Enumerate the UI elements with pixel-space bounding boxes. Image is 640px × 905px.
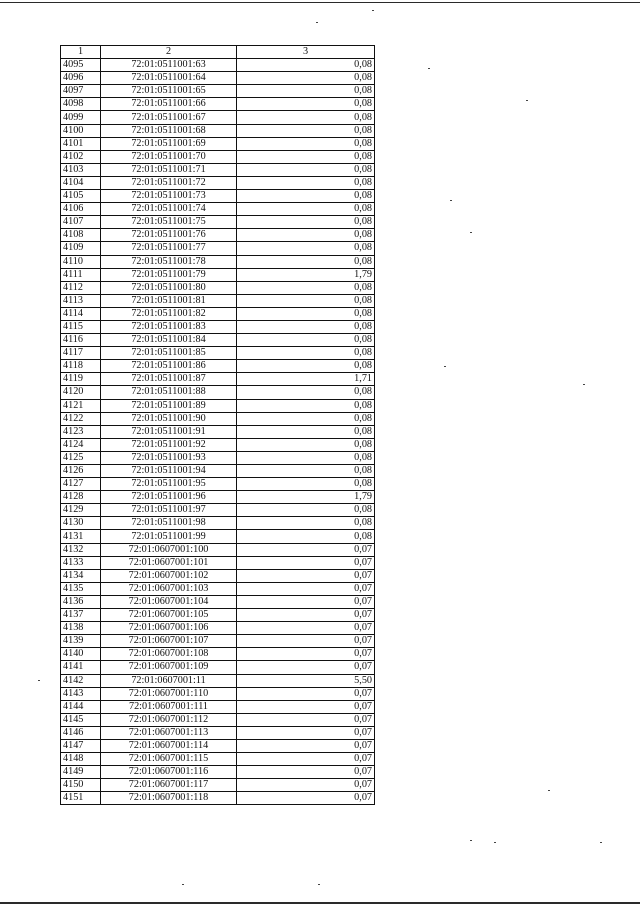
cadastral-number: 72:01:0511001:79 bbox=[101, 268, 237, 281]
plot-area: 0,08 bbox=[237, 98, 375, 111]
row-number: 4096 bbox=[61, 72, 101, 85]
cadastral-number: 72:01:0511001:72 bbox=[101, 176, 237, 189]
plot-area: 0,08 bbox=[237, 255, 375, 268]
table-row bbox=[61, 491, 375, 504]
plot-area: 0,07 bbox=[237, 556, 375, 569]
table-header bbox=[61, 46, 375, 59]
cadastral-number: 72:01:0607001:112 bbox=[101, 713, 237, 726]
plot-area: 0,08 bbox=[237, 399, 375, 412]
plot-area: 0,07 bbox=[237, 739, 375, 752]
plot-area: 0,08 bbox=[237, 85, 375, 98]
table-row bbox=[61, 582, 375, 595]
row-number: 4118 bbox=[61, 360, 101, 373]
table-row bbox=[61, 635, 375, 648]
cadastral-number: 72:01:0607001:105 bbox=[101, 609, 237, 622]
plot-area: 0,08 bbox=[237, 386, 375, 399]
row-number: 4119 bbox=[61, 373, 101, 386]
row-number: 4125 bbox=[61, 451, 101, 464]
row-number: 4112 bbox=[61, 281, 101, 294]
table-row bbox=[61, 661, 375, 674]
table-row bbox=[61, 700, 375, 713]
cadastral-number: 72:01:0511001:91 bbox=[101, 425, 237, 438]
row-number: 4102 bbox=[61, 150, 101, 163]
plot-area: 0,08 bbox=[237, 176, 375, 189]
table-row bbox=[61, 622, 375, 635]
plot-area: 0,07 bbox=[237, 753, 375, 766]
row-number: 4100 bbox=[61, 124, 101, 137]
cadastral-number: 72:01:0511001:64 bbox=[101, 72, 237, 85]
header-col-3: 3 bbox=[237, 46, 375, 59]
plot-area: 0,08 bbox=[237, 150, 375, 163]
plot-area: 0,08 bbox=[237, 111, 375, 124]
cadastral-number: 72:01:0511001:77 bbox=[101, 242, 237, 255]
table-row bbox=[61, 347, 375, 360]
row-number: 4128 bbox=[61, 491, 101, 504]
table-row bbox=[61, 98, 375, 111]
cadastral-number: 72:01:0511001:98 bbox=[101, 517, 237, 530]
plot-area: 0,08 bbox=[237, 190, 375, 203]
plot-area: 0,08 bbox=[237, 320, 375, 333]
cadastral-number: 72:01:0607001:115 bbox=[101, 753, 237, 766]
cadastral-number: 72:01:0511001:97 bbox=[101, 504, 237, 517]
row-number: 4130 bbox=[61, 517, 101, 530]
table-row bbox=[61, 268, 375, 281]
scan-speck bbox=[428, 68, 430, 69]
table-row bbox=[61, 517, 375, 530]
plot-area: 0,08 bbox=[237, 360, 375, 373]
table-row bbox=[61, 674, 375, 687]
scan-speck bbox=[548, 790, 550, 791]
cadastral-number: 72:01:0511001:88 bbox=[101, 386, 237, 399]
table-row bbox=[61, 438, 375, 451]
table-row bbox=[61, 609, 375, 622]
plot-area: 0,08 bbox=[237, 137, 375, 150]
cadastral-number: 72:01:0607001:116 bbox=[101, 766, 237, 779]
plot-area: 0,07 bbox=[237, 766, 375, 779]
scan-speck bbox=[470, 232, 472, 233]
plot-area: 0,08 bbox=[237, 517, 375, 530]
table-row bbox=[61, 779, 375, 792]
table-row bbox=[61, 190, 375, 203]
cadastral-number: 72:01:0607001:106 bbox=[101, 622, 237, 635]
table-row bbox=[61, 386, 375, 399]
cadastral-number: 72:01:0511001:65 bbox=[101, 85, 237, 98]
table-row bbox=[61, 137, 375, 150]
cadastral-number: 72:01:0607001:113 bbox=[101, 726, 237, 739]
cadastral-number: 72:01:0607001:104 bbox=[101, 595, 237, 608]
table-body bbox=[61, 59, 375, 805]
row-number: 4108 bbox=[61, 229, 101, 242]
plot-area: 0,07 bbox=[237, 622, 375, 635]
plot-area: 0,07 bbox=[237, 700, 375, 713]
table-row bbox=[61, 229, 375, 242]
table-row bbox=[61, 203, 375, 216]
cadastral-number: 72:01:0607001:117 bbox=[101, 779, 237, 792]
row-number: 4142 bbox=[61, 674, 101, 687]
cadastral-number: 72:01:0511001:70 bbox=[101, 150, 237, 163]
table-row bbox=[61, 478, 375, 491]
row-number: 4099 bbox=[61, 111, 101, 124]
header-col-1: 1 bbox=[61, 46, 101, 59]
cadastral-number: 72:01:0607001:102 bbox=[101, 569, 237, 582]
row-number: 4116 bbox=[61, 334, 101, 347]
row-number: 4137 bbox=[61, 609, 101, 622]
row-number: 4110 bbox=[61, 255, 101, 268]
scan-speck bbox=[526, 100, 528, 101]
scan-speck bbox=[38, 680, 40, 681]
cadastral-number: 72:01:0511001:63 bbox=[101, 59, 237, 72]
scan-speck bbox=[600, 842, 602, 843]
table-row bbox=[61, 373, 375, 386]
cadastral-number: 72:01:0607001:107 bbox=[101, 635, 237, 648]
row-number: 4123 bbox=[61, 425, 101, 438]
row-number: 4122 bbox=[61, 412, 101, 425]
table-row bbox=[61, 124, 375, 137]
plot-area: 0,07 bbox=[237, 543, 375, 556]
table-row bbox=[61, 255, 375, 268]
row-number: 4141 bbox=[61, 661, 101, 674]
table-row bbox=[61, 320, 375, 333]
cadastral-number: 72:01:0511001:83 bbox=[101, 320, 237, 333]
table-row bbox=[61, 543, 375, 556]
cadastral-number: 72:01:0607001:103 bbox=[101, 582, 237, 595]
scan-speck bbox=[318, 884, 320, 885]
land-plot-table bbox=[60, 45, 375, 805]
row-number: 4104 bbox=[61, 176, 101, 189]
row-number: 4101 bbox=[61, 137, 101, 150]
table-row bbox=[61, 216, 375, 229]
row-number: 4106 bbox=[61, 203, 101, 216]
plot-area: 0,08 bbox=[237, 438, 375, 451]
cadastral-number: 72:01:0511001:69 bbox=[101, 137, 237, 150]
table-row bbox=[61, 465, 375, 478]
table-row bbox=[61, 556, 375, 569]
table-row bbox=[61, 294, 375, 307]
plot-area: 0,07 bbox=[237, 713, 375, 726]
table-row bbox=[61, 412, 375, 425]
row-number: 4097 bbox=[61, 85, 101, 98]
cadastral-number: 72:01:0511001:73 bbox=[101, 190, 237, 203]
row-number: 4098 bbox=[61, 98, 101, 111]
plot-area: 1,71 bbox=[237, 373, 375, 386]
cadastral-number: 72:01:0511001:80 bbox=[101, 281, 237, 294]
cadastral-number: 72:01:0511001:81 bbox=[101, 294, 237, 307]
cadastral-number: 72:01:0511001:76 bbox=[101, 229, 237, 242]
row-number: 4146 bbox=[61, 726, 101, 739]
cadastral-number: 72:01:0607001:110 bbox=[101, 687, 237, 700]
table-row bbox=[61, 753, 375, 766]
cadastral-number: 72:01:0511001:78 bbox=[101, 255, 237, 268]
table-row bbox=[61, 307, 375, 320]
row-number: 4144 bbox=[61, 700, 101, 713]
plot-area: 0,08 bbox=[237, 59, 375, 72]
scan-speck bbox=[372, 10, 374, 11]
cadastral-number: 72:01:0607001:114 bbox=[101, 739, 237, 752]
table-row bbox=[61, 595, 375, 608]
scan-speck bbox=[470, 840, 472, 841]
plot-area: 0,08 bbox=[237, 347, 375, 360]
table-row bbox=[61, 648, 375, 661]
plot-area: 0,07 bbox=[237, 779, 375, 792]
plot-area: 0,07 bbox=[237, 726, 375, 739]
row-number: 4148 bbox=[61, 753, 101, 766]
row-number: 4121 bbox=[61, 399, 101, 412]
table-row bbox=[61, 163, 375, 176]
cadastral-number: 72:01:0511001:66 bbox=[101, 98, 237, 111]
plot-area: 0,08 bbox=[237, 334, 375, 347]
table-row bbox=[61, 451, 375, 464]
row-number: 4105 bbox=[61, 190, 101, 203]
table-row bbox=[61, 504, 375, 517]
cadastral-number: 72:01:0511001:99 bbox=[101, 530, 237, 543]
header-col-2: 2 bbox=[101, 46, 237, 59]
table-row bbox=[61, 399, 375, 412]
table-row bbox=[61, 569, 375, 582]
plot-area: 0,07 bbox=[237, 792, 375, 805]
row-number: 4114 bbox=[61, 307, 101, 320]
cadastral-number: 72:01:0607001:118 bbox=[101, 792, 237, 805]
cadastral-number: 72:01:0511001:89 bbox=[101, 399, 237, 412]
plot-area: 0,07 bbox=[237, 648, 375, 661]
scan-speck bbox=[182, 884, 184, 885]
plot-area: 0,08 bbox=[237, 216, 375, 229]
plot-area: 0,08 bbox=[237, 203, 375, 216]
scan-speck bbox=[444, 366, 446, 367]
cadastral-number: 72:01:0511001:96 bbox=[101, 491, 237, 504]
scan-speck bbox=[450, 200, 452, 201]
row-number: 4111 bbox=[61, 268, 101, 281]
cadastral-number: 72:01:0607001:109 bbox=[101, 661, 237, 674]
cadastral-number: 72:01:0607001:11 bbox=[101, 674, 237, 687]
plot-area: 0,08 bbox=[237, 530, 375, 543]
table-row bbox=[61, 766, 375, 779]
plot-area: 0,07 bbox=[237, 661, 375, 674]
row-number: 4138 bbox=[61, 622, 101, 635]
row-number: 4124 bbox=[61, 438, 101, 451]
cadastral-number: 72:01:0511001:85 bbox=[101, 347, 237, 360]
row-number: 4109 bbox=[61, 242, 101, 255]
plot-area: 0,08 bbox=[237, 294, 375, 307]
row-number: 4149 bbox=[61, 766, 101, 779]
cadastral-number: 72:01:0511001:92 bbox=[101, 438, 237, 451]
cadastral-number: 72:01:0607001:108 bbox=[101, 648, 237, 661]
table-row bbox=[61, 792, 375, 805]
plot-area: 1,79 bbox=[237, 268, 375, 281]
table-row bbox=[61, 150, 375, 163]
cadastral-number: 72:01:0511001:82 bbox=[101, 307, 237, 320]
plot-area: 1,79 bbox=[237, 491, 375, 504]
table-row bbox=[61, 334, 375, 347]
plot-area: 0,08 bbox=[237, 124, 375, 137]
table-row bbox=[61, 726, 375, 739]
row-number: 4117 bbox=[61, 347, 101, 360]
row-number: 4150 bbox=[61, 779, 101, 792]
cadastral-number: 72:01:0511001:93 bbox=[101, 451, 237, 464]
row-number: 4120 bbox=[61, 386, 101, 399]
header-row bbox=[61, 46, 375, 59]
plot-area: 0,07 bbox=[237, 635, 375, 648]
row-number: 4139 bbox=[61, 635, 101, 648]
row-number: 4103 bbox=[61, 163, 101, 176]
row-number: 4113 bbox=[61, 294, 101, 307]
row-number: 4131 bbox=[61, 530, 101, 543]
row-number: 4147 bbox=[61, 739, 101, 752]
cadastral-number: 72:01:0511001:75 bbox=[101, 216, 237, 229]
plot-area: 0,08 bbox=[237, 465, 375, 478]
table-row bbox=[61, 111, 375, 124]
cadastral-number: 72:01:0511001:90 bbox=[101, 412, 237, 425]
row-number: 4107 bbox=[61, 216, 101, 229]
plot-area: 0,08 bbox=[237, 451, 375, 464]
plot-area: 5,50 bbox=[237, 674, 375, 687]
cadastral-number: 72:01:0607001:101 bbox=[101, 556, 237, 569]
row-number: 4134 bbox=[61, 569, 101, 582]
table-row bbox=[61, 713, 375, 726]
cadastral-number: 72:01:0511001:84 bbox=[101, 334, 237, 347]
table-row bbox=[61, 687, 375, 700]
row-number: 4133 bbox=[61, 556, 101, 569]
plot-area: 0,07 bbox=[237, 687, 375, 700]
cadastral-number: 72:01:0607001:111 bbox=[101, 700, 237, 713]
row-number: 4127 bbox=[61, 478, 101, 491]
plot-area: 0,08 bbox=[237, 504, 375, 517]
cadastral-number: 72:01:0511001:71 bbox=[101, 163, 237, 176]
cadastral-number: 72:01:0511001:95 bbox=[101, 478, 237, 491]
row-number: 4145 bbox=[61, 713, 101, 726]
plot-area: 0,08 bbox=[237, 412, 375, 425]
row-number: 4151 bbox=[61, 792, 101, 805]
table-row bbox=[61, 739, 375, 752]
table-row bbox=[61, 72, 375, 85]
table-row bbox=[61, 425, 375, 438]
plot-area: 0,08 bbox=[237, 163, 375, 176]
row-number: 4135 bbox=[61, 582, 101, 595]
scan-speck bbox=[583, 384, 585, 385]
cadastral-number: 72:01:0607001:100 bbox=[101, 543, 237, 556]
cadastral-number: 72:01:0511001:87 bbox=[101, 373, 237, 386]
table-row bbox=[61, 242, 375, 255]
cadastral-number: 72:01:0511001:74 bbox=[101, 203, 237, 216]
plot-area: 0,08 bbox=[237, 478, 375, 491]
cadastral-number: 72:01:0511001:67 bbox=[101, 111, 237, 124]
scan-edge-bottom bbox=[0, 902, 640, 904]
plot-area: 0,07 bbox=[237, 595, 375, 608]
plot-area: 0,07 bbox=[237, 569, 375, 582]
plot-area: 0,08 bbox=[237, 229, 375, 242]
plot-area: 0,07 bbox=[237, 582, 375, 595]
plot-area: 0,08 bbox=[237, 242, 375, 255]
table-row bbox=[61, 360, 375, 373]
table-row bbox=[61, 85, 375, 98]
cadastral-number: 72:01:0511001:86 bbox=[101, 360, 237, 373]
cadastral-number: 72:01:0511001:94 bbox=[101, 465, 237, 478]
row-number: 4136 bbox=[61, 595, 101, 608]
plot-area: 0,08 bbox=[237, 72, 375, 85]
scan-speck bbox=[316, 22, 318, 23]
plot-area: 0,07 bbox=[237, 609, 375, 622]
cadastral-number: 72:01:0511001:68 bbox=[101, 124, 237, 137]
table-row bbox=[61, 281, 375, 294]
row-number: 4143 bbox=[61, 687, 101, 700]
table-row bbox=[61, 59, 375, 72]
scan-speck bbox=[494, 842, 496, 843]
row-number: 4115 bbox=[61, 320, 101, 333]
plot-area: 0,08 bbox=[237, 425, 375, 438]
plot-area: 0,08 bbox=[237, 307, 375, 320]
table-row bbox=[61, 176, 375, 189]
scan-edge-top bbox=[0, 2, 640, 3]
row-number: 4095 bbox=[61, 59, 101, 72]
row-number: 4132 bbox=[61, 543, 101, 556]
plot-area: 0,08 bbox=[237, 281, 375, 294]
row-number: 4129 bbox=[61, 504, 101, 517]
row-number: 4140 bbox=[61, 648, 101, 661]
table-row bbox=[61, 530, 375, 543]
row-number: 4126 bbox=[61, 465, 101, 478]
